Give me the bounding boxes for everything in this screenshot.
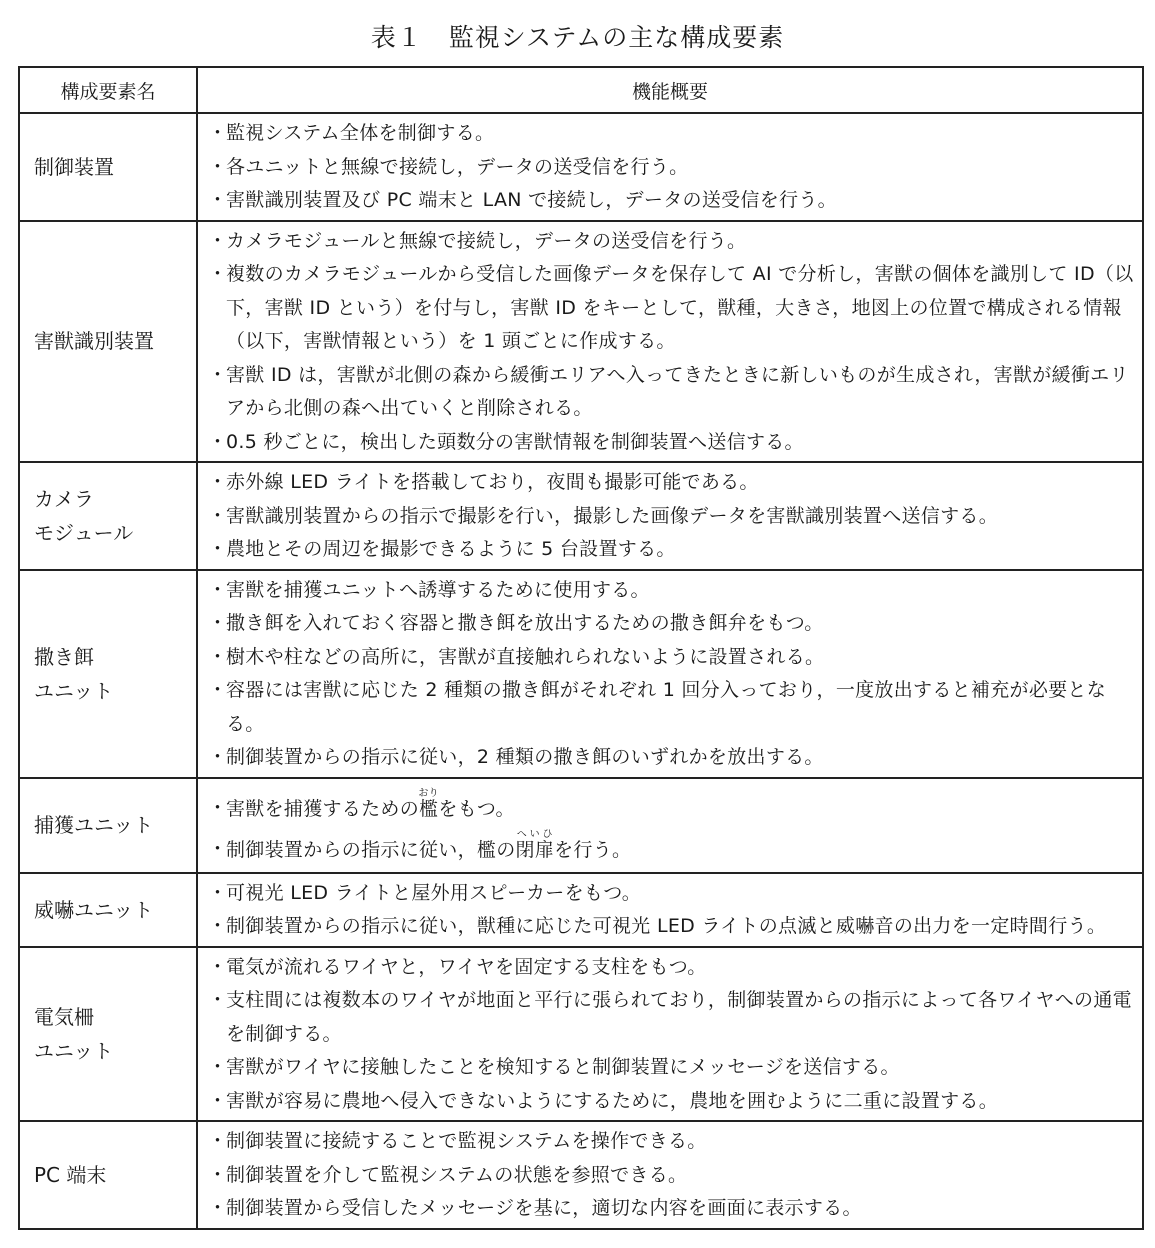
list-item (208, 1125, 1134, 1159)
ruby-reading: へいひ (515, 828, 555, 840)
list-item (208, 877, 1134, 911)
list-item (208, 1192, 1134, 1226)
list-item (208, 1085, 1134, 1119)
bullet-mark: ・ (208, 796, 228, 819)
list-item (208, 829, 1134, 870)
list-item-text: 監視システム全体を制御する。 (226, 122, 495, 144)
bullet-mark: ・ (208, 471, 228, 493)
component-name: 捕獲ユニット (19, 778, 197, 873)
table-row (19, 221, 1143, 463)
bullet-mark: ・ (208, 155, 228, 178)
bullet-mark: ・ (208, 645, 228, 668)
list-item-text: 害獣がワイヤに接触したことを検知すると制御装置にメッセージを送信する。 (226, 1056, 900, 1078)
list-item (208, 674, 1134, 741)
component-name: 制御装置 (19, 113, 197, 221)
text-segment: をもつ。 (438, 797, 515, 820)
list-item-text: 制御装置に接続することで監視システムを操作できる。 (226, 1130, 707, 1152)
bullet-mark: ・ (208, 363, 228, 386)
ruby-word (515, 828, 555, 861)
table-row (19, 570, 1143, 778)
list-item-text: 害獣識別装置及び PC 端末と LAN で接続し，データの送受信を行う。 (226, 189, 837, 211)
ruby-word (418, 787, 439, 820)
function-list (197, 873, 1143, 947)
list-item-text: 制御装置からの指示に従い，獣種に応じた可視光 LED ライトの点滅と威嚇音の出力を一定時間行う。 (226, 915, 1107, 937)
list-item-text: 可視光 LED ライトと屋外用スピーカーをもつ。 (226, 881, 642, 904)
list-item-text: 複数のカメラモジュールから受信した画像データを保存して AI で分析し，害獣の個体を識別して ID（以下，害獣 ID という）を付与し，害獣 ID をキーとして，獣種，大きさ，地図上の位置で構成される情報（以下，害獣情報という）を 1 頭ごとに作成する。 (226, 263, 1134, 352)
text-segment: を行う。 (554, 838, 632, 861)
list-item-text: 赤外線 LED ライトを搭載しており，夜間も撮影可能である。 (226, 471, 759, 493)
bullet-mark: ・ (208, 746, 228, 768)
bullet-mark: ・ (208, 881, 228, 904)
function-list (197, 570, 1143, 778)
list-item (208, 225, 1134, 259)
bullet-mark: ・ (208, 504, 228, 527)
list-item (208, 151, 1134, 185)
list-item-text (226, 829, 1134, 870)
header-function-summary: 機能概要 (197, 67, 1143, 113)
table-row (19, 1121, 1143, 1229)
list-item-text: 電気が流れるワイヤと，ワイヤを固定する支柱をもつ。 (226, 955, 707, 978)
function-list (197, 113, 1143, 221)
bullet-mark: ・ (208, 1089, 228, 1112)
list-item-text: 各ユニットと無線で接続し，データの送受信を行う。 (226, 155, 689, 178)
list-item-text: 害獣 ID は，害獣が北側の森から緩衝エリアへ入ってきたときに新しいものが生成され，害獣が緩衝エリアから北側の森へ出ていくと削除される。 (226, 363, 1129, 419)
list-item-text (226, 788, 1134, 829)
text-segment: 害獣を捕獲するための (226, 797, 420, 820)
list-item-text: 制御装置から受信したメッセージを基に，適切な内容を画面に表示する。 (226, 1197, 862, 1219)
component-name: 撒き餌 ユニット (19, 570, 197, 778)
table-row (19, 947, 1143, 1122)
list-item-text: 樹木や柱などの高所に，害獣が直接触れられないように設置される。 (226, 645, 825, 668)
components-table (18, 66, 1144, 1230)
list-item (208, 641, 1134, 675)
bullet-mark: ・ (208, 1197, 228, 1219)
list-item (208, 258, 1134, 359)
table-caption: 表１ 監視システムの主な構成要素 (370, 23, 785, 52)
list-item-text: 容器には害獣に応じた 2 種類の撒き餌がそれぞれ 1 回分入っており，一度放出すると補充が必要となる。 (226, 679, 1107, 735)
ruby-base: 閉扉 (515, 838, 555, 861)
list-item-text: 害獣が容易に農地へ侵入できないようにするために，農地を囲むように二重に設置する。 (226, 1089, 999, 1112)
list-item (208, 574, 1134, 608)
list-item-text: 撒き餌を入れておく容器と撒き餌を放出するための撒き餌弁をもつ。 (226, 612, 824, 634)
list-item-text: 0.5 秒ごとに，検出した頭数分の害獣情報を制御装置へ送信する。 (226, 430, 804, 453)
bullet-mark: ・ (208, 989, 228, 1011)
list-item-text: 制御装置を介して監視システムの状態を参照できる。 (226, 1163, 688, 1186)
component-name: 電気柵 ユニット (19, 947, 197, 1122)
table-row (19, 778, 1143, 873)
list-item (208, 117, 1134, 151)
list-item (208, 741, 1134, 775)
list-item (208, 788, 1134, 829)
bullet-mark: ・ (208, 229, 228, 252)
bullet-mark: ・ (208, 1130, 228, 1152)
list-item (208, 426, 1134, 460)
list-item (208, 984, 1134, 1051)
function-list (197, 778, 1143, 873)
list-item (208, 359, 1134, 426)
header-component-name: 構成要素名 (19, 67, 197, 113)
function-list (197, 947, 1143, 1122)
list-item-text: 制御装置からの指示に従い，2 種類の撒き餌のいずれかを放出する。 (226, 746, 824, 768)
list-item-text: 支柱間には複数本のワイヤが地面と平行に張られており，制御装置からの指示によって各ワイヤへの通電を制御する。 (226, 989, 1132, 1045)
component-name: PC 端末 (19, 1121, 197, 1229)
list-item (208, 500, 1134, 534)
bullet-mark: ・ (208, 955, 228, 978)
function-list (197, 1121, 1143, 1229)
ruby-reading: おり (418, 787, 439, 799)
list-item (208, 910, 1134, 944)
bullet-mark: ・ (208, 189, 228, 211)
list-item (208, 1051, 1134, 1085)
list-item (208, 533, 1134, 567)
bullet-mark: ・ (208, 430, 228, 453)
text-segment: 制御装置からの指示に従い，檻の (226, 838, 516, 861)
table-row (19, 462, 1143, 570)
list-item-text: 害獣を捕獲ユニットへ誘導するために使用する。 (226, 578, 650, 601)
component-name: 威嚇ユニット (19, 873, 197, 947)
table-row (19, 873, 1143, 947)
bullet-mark: ・ (208, 538, 228, 560)
bullet-mark: ・ (208, 1163, 228, 1186)
list-item (208, 184, 1134, 218)
list-item (208, 607, 1134, 641)
function-list (197, 221, 1143, 463)
list-item (208, 951, 1134, 985)
component-name: 害獣識別装置 (19, 221, 197, 463)
bullet-mark: ・ (208, 612, 228, 634)
bullet-mark: ・ (208, 679, 228, 701)
table-row (19, 113, 1143, 221)
table-header-row (19, 67, 1143, 113)
bullet-mark: ・ (208, 122, 228, 144)
bullet-mark: ・ (208, 837, 228, 860)
bullet-mark: ・ (208, 578, 228, 601)
list-item (208, 466, 1134, 500)
ruby-base: 檻 (418, 797, 439, 820)
bullet-mark: ・ (208, 263, 228, 285)
component-name: カメラ モジュール (19, 462, 197, 570)
function-list (197, 462, 1143, 570)
list-item-text: 害獣識別装置からの指示で撮影を行い，撮影した画像データを害獣識別装置へ送信する。 (226, 504, 999, 527)
list-item-text: カメラモジュールと無線で接続し，データの送受信を行う。 (226, 229, 747, 252)
bullet-mark: ・ (208, 915, 228, 937)
list-item-text: 農地とその周辺を撮影できるように 5 台設置する。 (226, 538, 676, 560)
list-item (208, 1159, 1134, 1193)
bullet-mark: ・ (208, 1056, 228, 1078)
